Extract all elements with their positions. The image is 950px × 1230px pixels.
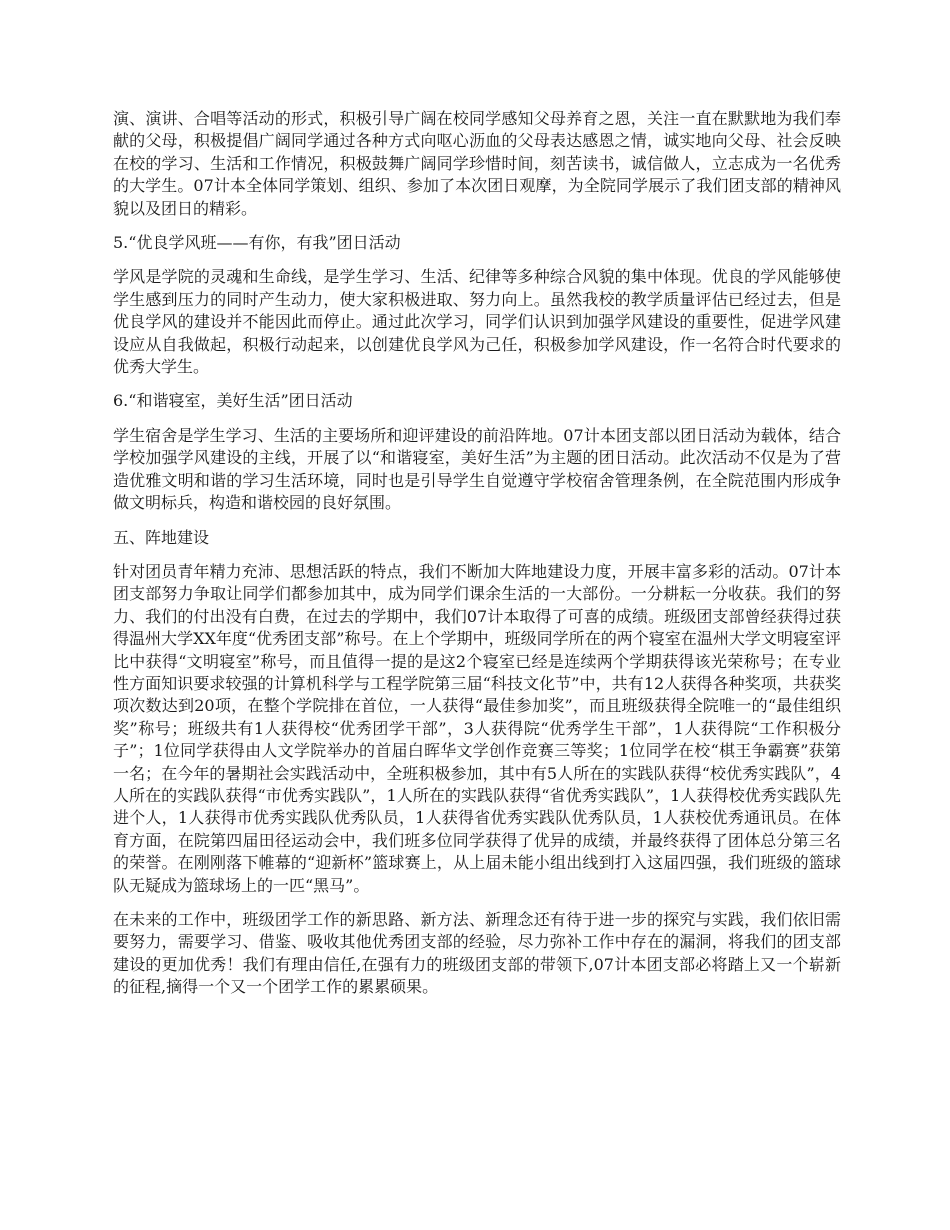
paragraph-gratitude-activity: 演、演讲、合唱等活动的形式，积极引导广阔在校同学感知父母养育之恩，关注一直在默默地为我们奉献的父母，积极提倡广阔同学通过各种方式向呕心沥血的父母表达感恩之情，诚实地向父母、社会反映在校的学习、生活和工作情况，积极鼓舞广阔同学珍惜时间，刻苦读书，诚信做人，立志成为一名优秀的大学生。07计本全体同学策划、组织、参加了本次团日观摩，为全院同学展示了我们团支部的精神风貌以及团日的精彩。 — [113, 109, 841, 218]
heading-position-building: 五、阵地建设 — [113, 527, 210, 547]
heading-study-style-activity: 5.“优良学风班——有你，有我”团日活动 — [113, 233, 401, 253]
paragraph-study-style: 学风是学院的灵魂和生命线，是学生学习、生活、纪律等多种综合风貌的集中体现。优良的学风能够使学生感到压力的同时产生动力，使大家积极进取、努力向上。虽然我校的教学质量评估已经过去，但是优良学风的建设并不能因此而停止。通过此次学习，同学们认识到加强学风建设的重要性，促进学风建设应从自我做起，积极行动起来，以创建优良学风为己任，积极参加学风建设，作一名符合时代要求的优秀大学生。 — [113, 267, 841, 377]
heading-dorm-activity: 6.“和谐寝室，美好生活”团日活动 — [113, 391, 353, 411]
paragraph-future-work: 在未来的工作中，班级团学工作的新思路、新方法、新理念还有待于进一步的探究与实践，我们依旧需要努力，需要学习、借鉴、吸收其他优秀团支部的经验，尽力弥补工作中存在的漏洞，将我们的团支部建设的更加优秀！我们有理由信任,在强有力的班级团支部的带领下,07计本团支部必将踏上又一个崭新的征程,摘得一个又一个团学工作的累累硕果。 — [113, 910, 841, 997]
paragraph-achievements: 针对团员青年精力充沛、思想活跃的特点，我们不断加大阵地建设力度，开展丰富多彩的活动。07计本团支部努力争取让同学们都参加其中，成为同学们课余生活的一大部份。一分耕耘一分收获。我们的努力、我们的付出没有白费，在过去的学期中，我们07计本取得了可喜的成绩。班级团支部曾经获得过获得温州大学XX年度“优秀团支部”称号。在上个学期中，班级同学所在的两个寝室在温州大学文明寝室评比中获得“文明寝室”称号，而且值得一提的是这2个寝室已经是连续两个学期获得该光荣称号；在专业性方面知识要求较强的计算机科学与工程学院第三届“科技文化节”中，共有12人获得各种奖项，共获奖项次数达到20项，在整个学院排在首位，一人获得“最佳参加奖”，而且班级获得全院唯一的“最佳组织奖”称号；班级共有1人获得校“优秀团学干部”，3人获得院“优秀学生干部”，1人获得院“工作积极分子”；1位同学获得由人文学院举办的首届白晖华文学创作竞赛三等奖；1位同学在校“棋王争霸赛”获第一名；在今年的暑期社会实践活动中，全班积极参加，其中有5人所在的实践队获得“校优秀实践队”，4人所在的实践队获得“市优秀实践队”，1人所在的实践队获得“省优秀实践队”，1人获得校优秀实践队先进个人，1人获得市优秀实践队优秀队员，1人获得省优秀实践队优秀队员，1人获校优秀通讯员。在体育方面，在院第四届田径运动会中，我们班多位同学获得了优异的成绩，并最终获得了团体总分第三名的荣誉。在刚刚落下帷幕的“迎新杯”篮球赛上，从上届未能小组出线到打入这届四强，我们班级的篮球队无疑成为篮球场上的一匹“黑马”。 — [113, 561, 841, 895]
paragraph-dorm: 学生宿舍是学生学习、生活的主要场所和迎评建设的前沿阵地。07计本团支部以团日活动为载体，结合学校加强学风建设的主线，开展了以“和谐寝室，美好生活”为主题的团日活动。此次活动不仅是为了营造优雅文明和谐的学习生活环境，同时也是引导学生自觉遵守学校宿舍管理条例，在全院范围内形成争做文明标兵，构造和谐校园的良好氛围。 — [113, 425, 841, 513]
document-page — [113, 108, 841, 1011]
